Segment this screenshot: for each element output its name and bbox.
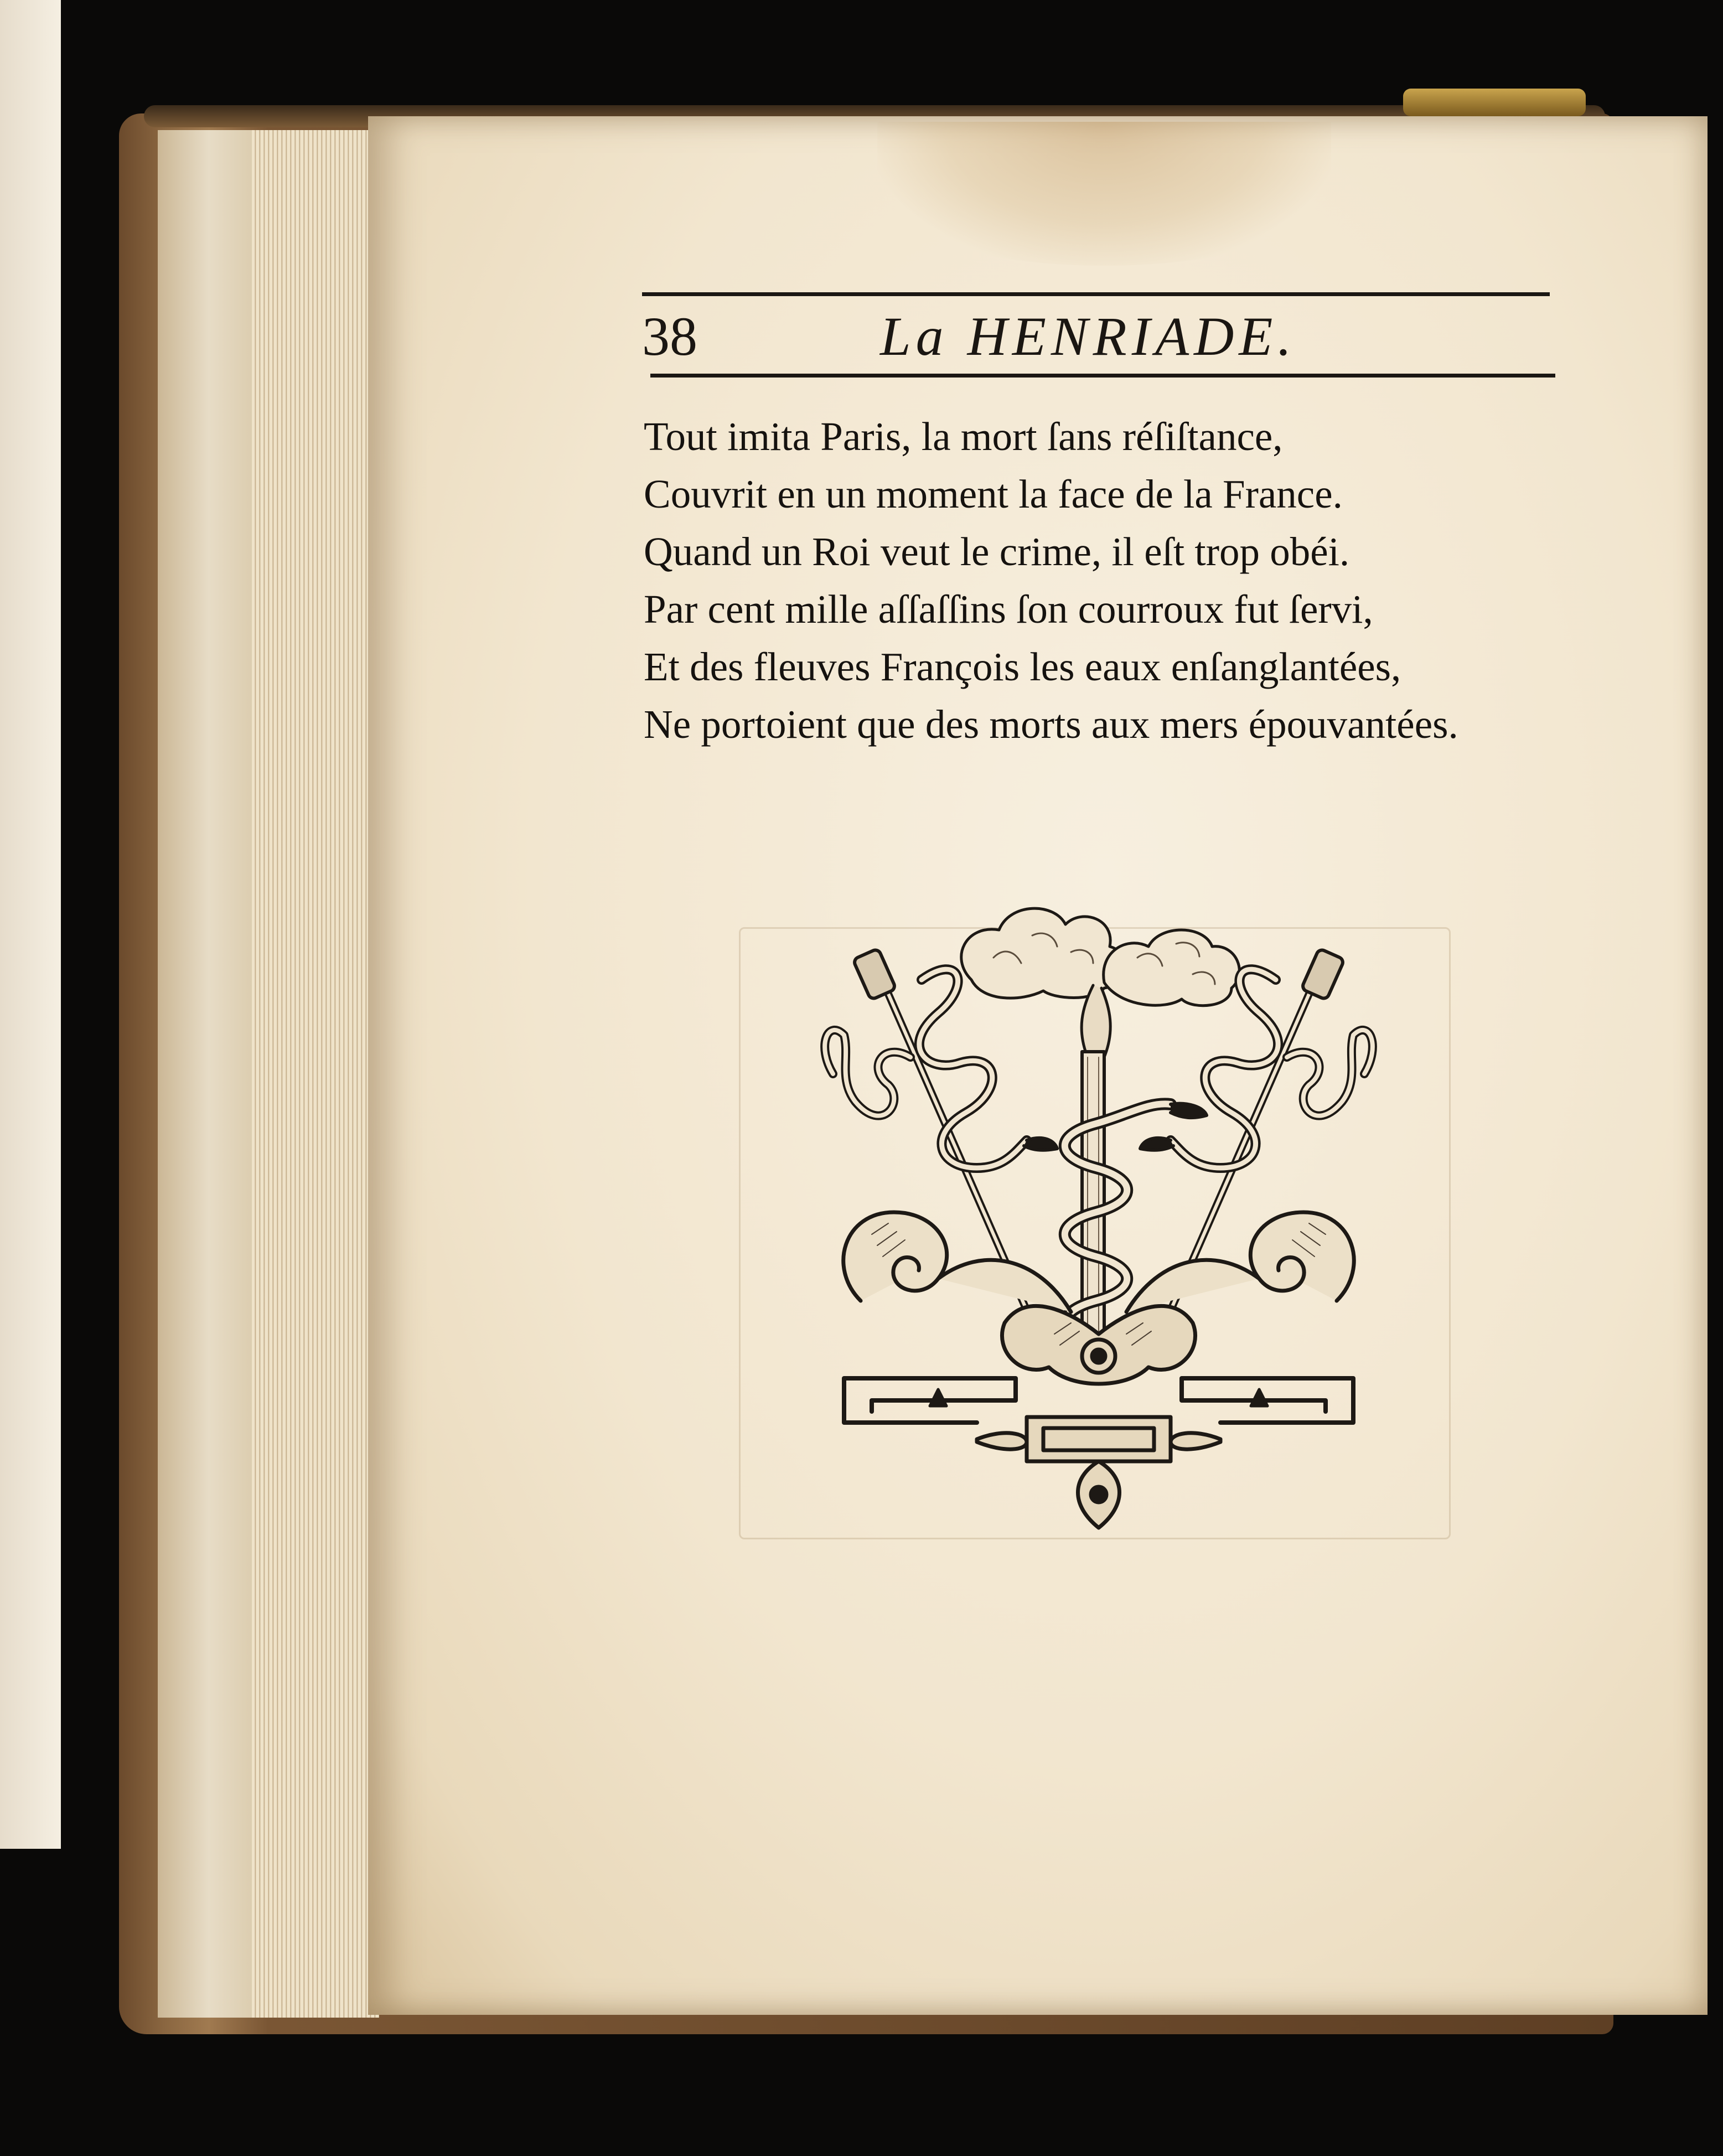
brass-clasp — [1403, 89, 1586, 116]
verse-block — [644, 408, 1585, 753]
verse-line: Par cent mille aſſaſſins ſon courroux fut ſervi, — [644, 587, 1373, 632]
page-number: 38 — [642, 306, 697, 367]
water-stain — [877, 122, 1331, 266]
verse-line: Et des fleuves François les eaux enſanglantées, — [644, 644, 1401, 689]
flyleaf-edge — [0, 0, 61, 1849]
page-stack-edges — [252, 130, 379, 2018]
verse-line: Couvrit en un moment la face de la France. — [644, 472, 1343, 516]
header-rule-bottom — [650, 374, 1555, 378]
serpents-torch-daggers-tailpiece-icon — [794, 891, 1403, 1539]
verse-line: Quand un Roi veut le crime, il eſt trop obéi. — [644, 529, 1350, 574]
running-head: La HENRIADE. — [880, 306, 1297, 367]
verse-line: Tout imita Paris, la mort ſans réſiſtance, — [644, 414, 1283, 459]
header-rule-top — [642, 292, 1550, 296]
verse-line: Ne portoient que des morts aux mers épouvantées. — [644, 702, 1458, 747]
